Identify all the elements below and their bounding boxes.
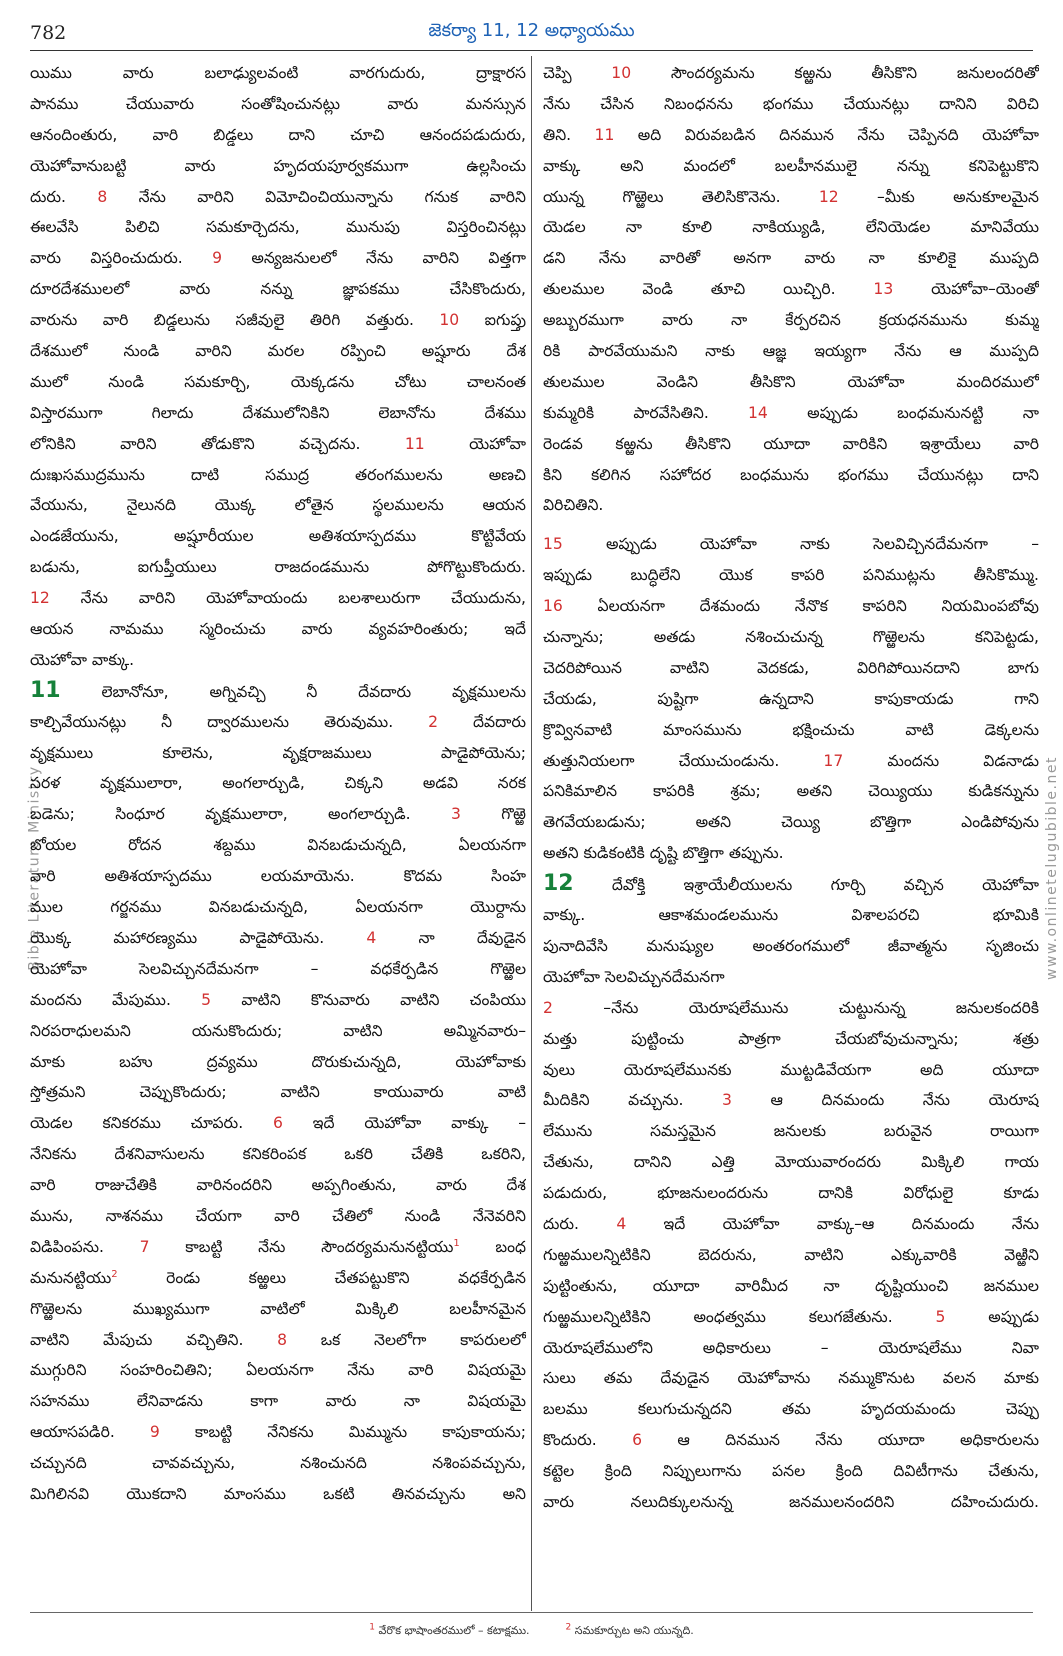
verse-text: లేమును సమస్తమైన జనులకు బరువైన రాయిగా <box>543 1122 1039 1141</box>
verse-text: అప్పుడు <box>945 1307 1039 1326</box>
text-line <box>543 746 1039 777</box>
text-line <box>30 1232 526 1263</box>
text-line <box>30 1417 526 1448</box>
verse-text: –నేను యెరూషలేమును చుట్టునున్న జనులకందరికి <box>552 998 1039 1017</box>
verse-text: చెప్పి <box>543 64 612 82</box>
text-line <box>543 900 1039 931</box>
verse-text: నిరపరాధులమని యనుకొందురు; వాటిని అమ్మినవారు– <box>30 1021 526 1040</box>
text-line <box>543 1116 1039 1147</box>
verse-number: 6 <box>632 1431 642 1450</box>
text-line <box>30 985 526 1016</box>
verse-text: కిని కలిగిన సహోదర బంధమును భంగము చేయునట్లు దాని <box>543 465 1039 484</box>
verse-text: కాబట్టి నేనికను మిమ్మును కాపుకాయను; <box>159 1423 526 1442</box>
verse-text: దేశములో నుండి వారిని మరల రప్పించి అష్షూరు దేశ <box>30 342 526 361</box>
text-line <box>543 58 1039 89</box>
text-line <box>543 776 1039 807</box>
verse-text: విస్తారముగా గిలాదు దేశములోనికిని లెబానోను దేశము <box>30 403 526 422</box>
verse-text: చున్నాను; అతడు నశించుచున్న గొఱ్ఱెలను కనిపెట్టడు, <box>543 628 1039 647</box>
verse-text: తిని. <box>543 125 595 144</box>
verse-text: బంధ <box>459 1237 526 1256</box>
text-line <box>543 1394 1039 1425</box>
verse-text: వులు యెరూషలేమునకు ముట్టడివేయగా అది యూదా <box>543 1060 1039 1079</box>
verse-text: ముగ్గురిని సంహరించితిని; ఏలయనగా నేను వారి విషయమై <box>30 1361 526 1380</box>
verse-number: 11 <box>404 434 425 453</box>
verse-text: –మీకు అనుకూలమైన <box>838 187 1039 206</box>
text-line <box>30 305 526 336</box>
verse-text: సులు తమ దేవుడైన యెహోవాను నమ్ముకొనుట వలన మాకు <box>543 1369 1039 1388</box>
verse-text: ఇదే యెహోవా వాక్కు – <box>282 1114 526 1133</box>
footnote <box>369 1624 529 1637</box>
verse-text: చేతును, దానిని ఎత్తి మోయువారందరు మిక్కిలి గాయ <box>543 1153 1039 1172</box>
verse-text: కుమ్మరికి పారవేసితిని. <box>543 403 749 422</box>
verse-text: పనికిమాలిన కాపరికి శ్రమ; అతని చెయ్యియు కుడికన్నును <box>543 782 1039 801</box>
left-column <box>30 58 526 1510</box>
verse-text: బడెను; సింధూర వృక్షములారా, అంగలార్చుడి. <box>30 805 451 824</box>
text-line <box>543 1333 1039 1364</box>
verse-number: 11 <box>594 125 615 144</box>
verse-number: 17 <box>823 751 844 770</box>
text-line <box>543 336 1039 367</box>
side-watermark-right: www.onlinetelugubible.net <box>1043 756 1060 980</box>
text-line <box>543 1240 1039 1271</box>
text-line <box>543 622 1039 653</box>
verse-text: వాక్కు అని మందలో బలహీనములై నన్ను కనిపెట్టుకొని <box>543 156 1039 175</box>
text-line <box>543 1209 1039 1240</box>
text-line <box>543 429 1039 460</box>
text-line <box>543 1363 1039 1394</box>
verse-number: 4 <box>366 928 377 947</box>
verse-number: 8 <box>97 187 108 206</box>
verse-text: వారును వారి బిడ్డలును సజీవులై తిరిగి వత్తురు. <box>30 311 440 330</box>
text-line <box>30 398 526 429</box>
verse-text: యెహోవా సెలవిచ్చునదేమనగా <box>543 967 725 986</box>
verse-text: మందను మేపుము. <box>30 990 202 1009</box>
text-line <box>543 490 1039 521</box>
page-header: జెకర్యా 11, 12 అధ్యాయము <box>428 20 635 41</box>
text-line <box>30 521 526 552</box>
verse-text: అన్యజనులలో నేను వారిని విత్తగా <box>222 249 526 268</box>
verse-text: వాటిని మేపుచు వచ్చితిని. <box>30 1330 278 1349</box>
verse-text: మాకు బహు ద్రవ్యము దొరుకుచున్నది, యెహోవాకు <box>30 1052 526 1071</box>
footnote-marker: 1 <box>453 1237 460 1249</box>
text-line <box>543 1487 1039 1518</box>
verse-text: వారి అతిశయాస్పదము లయమాయెను. కొదమ సింహ <box>30 867 526 886</box>
text-line <box>30 429 526 460</box>
text-line <box>543 591 1039 622</box>
text-line <box>30 1294 526 1325</box>
text-line <box>543 1178 1039 1209</box>
verse-number: 2 <box>543 998 553 1017</box>
footnote <box>566 1624 694 1637</box>
verse-text: అప్పుడు యెహోవా నాకు సెలవిచ్చినదేమనగా – <box>562 535 1039 554</box>
verse-text: యొక్క మహారణ్యము పాడైపోయెను. <box>30 928 367 947</box>
verse-text: విరిచితిని. <box>543 496 604 515</box>
verse-text: ఈలవేసి పిలిచి సమకూర్చెదను, మునుపు విస్తరించినట్లు <box>30 218 526 237</box>
text-line <box>30 768 526 799</box>
verse-text: తులముల వెండి తూచి యిచ్చిరి. <box>543 280 874 299</box>
text-line <box>30 1047 526 1078</box>
verse-text: యెహోవా వాక్కు. <box>30 650 135 669</box>
verse-text: పడుదురు, భూజనులందరును దానికి విరోధులై కూడు <box>543 1184 1039 1203</box>
text-line <box>543 560 1039 591</box>
verse-number: 10 <box>611 64 632 82</box>
verse-text: రెండు కఱ్ఱలు చేతపట్టుకొని వధకేర్పడిన <box>117 1268 526 1287</box>
verse-text: చెదరిపోయిన వాటిని వెదకడు, విరిగిపోయినదాని బాగు <box>543 658 1039 677</box>
verse-number: 13 <box>873 280 894 299</box>
verse-text: ఆ దినమున నేను యూదా అధికారులను <box>642 1431 1039 1450</box>
verse-text: ఒక నెలలోగా కాపరులలో <box>287 1330 526 1349</box>
verse-text: చేయడు, పుష్టిగా ఉన్నదాని కాపుకాయడు గాని <box>543 689 1039 708</box>
verse-text: పుట్టింతును, యూదా వారిమీద నా దృష్టియుంచి జనముల <box>543 1276 1039 1295</box>
verse-number: 12 <box>30 589 50 608</box>
verse-text: తెగవేయబడును; అతని చెయ్యి బొత్తిగా ఎండిపోవును <box>543 813 1039 832</box>
verse-number: 8 <box>277 1330 288 1349</box>
text-line <box>30 1448 526 1479</box>
verse-number: 2 <box>428 712 439 731</box>
verse-text: స్తోత్రమని చెప్పుకొందురు; వాటిని కాయువారు వాటి <box>30 1083 526 1102</box>
text-line <box>543 1425 1039 1456</box>
verse-text: యిము వారు బలాఢ్యులవంటి వారగుదురు, ద్రాక్షారస <box>30 64 526 82</box>
text-line <box>543 715 1039 746</box>
text-line <box>543 807 1039 838</box>
verse-number: 16 <box>543 597 563 616</box>
verse-text: అప్పుడు బంధమనునట్టి నా <box>767 403 1039 422</box>
verse-text: మిగిలినవి యొకదాని మాంసము ఒకటి తినవచ్చును అని <box>30 1484 526 1503</box>
verse-text: దూరదేశములలో వారు నన్ను జ్ఞాపకము చేసికొందురు, <box>30 280 526 299</box>
verse-text: గుఱ్ఱములన్నిటికిని బెదరును, వాటిని ఎక్కువారికి వెఱ్ఱిని <box>543 1245 1039 1264</box>
verse-text: ఆనందింతురు, వారి బిడ్డలు దాని చూచి ఆనందపడుదురు, <box>30 125 526 144</box>
text-line <box>543 151 1039 182</box>
text-line <box>30 151 526 182</box>
verse-text: దురు. <box>30 187 98 206</box>
text-line <box>30 274 526 305</box>
text-line <box>30 707 526 738</box>
verse-text: కాబట్టి నేను సౌందర్యమనునట్టియు <box>149 1237 454 1256</box>
verse-text: కొందురు. <box>543 1431 633 1450</box>
verse-number: 7 <box>139 1237 150 1256</box>
verse-text: యెహోవానుబట్టి వారు హృదయపూర్వకముగా ఉల్లసించు <box>30 156 526 175</box>
verse-text: నేను వారిని యెహోవాయందు బలశాలురుగా చేయుదును, <box>49 589 526 608</box>
text-line <box>543 1147 1039 1178</box>
verse-text: యెహోవా సెలవిచ్చునదేమనగా – వధకేర్పడిన గొఱ్ఱెల <box>30 959 526 978</box>
footer-rule <box>30 1612 1033 1613</box>
text-line <box>30 1201 526 1232</box>
text-line <box>30 830 526 861</box>
header-rule <box>30 50 1033 51</box>
verse-text: నేను చేసిన నిబంధనను భంగము చేయునట్లు దానిని విరిచి <box>543 94 1039 113</box>
text-line <box>543 367 1039 398</box>
text-line <box>543 305 1039 336</box>
verse-text: గుఱ్ఱములన్నిటికిని అంధత్వము కలుగజేతును. <box>543 1307 936 1326</box>
verse-text: యెడల నా కూలి నాకియ్యుడి, లేనియెడల మానివేయు <box>543 218 1039 237</box>
verse-text: చచ్చునది చావవచ్చును, నశించునది నశింపవచ్చును, <box>30 1454 526 1473</box>
text-line <box>543 212 1039 243</box>
right-column <box>543 58 1039 1518</box>
verse-text: దుఃఖసముద్రమును దాటి సముద్ర తరంగములను అణచి <box>30 465 526 484</box>
text-line <box>30 1479 526 1510</box>
text-line <box>543 243 1039 274</box>
verse-text: ముల గర్జనము వినబడుచున్నది, ఏలయనగా యొర్దాను <box>30 898 526 917</box>
verse-text: వృక్షములు కూలెను, వృక్షరాజములు పాడైపోయెను; <box>30 743 526 762</box>
verse-number: 14 <box>748 403 768 422</box>
text-line <box>30 1263 526 1294</box>
text-line <box>30 614 526 645</box>
text-line <box>543 460 1039 491</box>
verse-text: లోనికిని వారిని తోడుకొని వచ్చెదను. <box>30 434 405 453</box>
verse-text: వాక్కు. ఆకాశమండలమును విశాలపరచి భూమికి <box>543 906 1039 925</box>
text-line <box>30 676 526 707</box>
page-number: 782 <box>30 22 67 44</box>
text-line <box>30 367 526 398</box>
text-line <box>30 89 526 120</box>
text-line <box>30 552 526 583</box>
verse-text: ఆయన నామము స్మరించుచు వారు వ్యవహరింతురు; ఇదే <box>30 620 526 639</box>
verse-text: నా దేవుడైన <box>376 928 526 947</box>
text-line <box>30 212 526 243</box>
text-line <box>30 923 526 954</box>
footnote-marker: 2 <box>111 1268 118 1280</box>
verse-text: ఆ దినమందు నేను యెరూష <box>731 1091 1039 1110</box>
verse-text: దేవోక్తి ఇశ్రాయేలీయులను గూర్చి వచ్చిన యెహోవా <box>573 876 1039 895</box>
text-line <box>30 1139 526 1170</box>
text-line <box>30 460 526 491</box>
verse-number: 15 <box>543 535 563 554</box>
verse-text: ములో నుండి సమకూర్చి, యెక్కడను చోటు చాలనంత <box>30 372 526 391</box>
verse-text: యెరూషలేములోని అధికారులు – యెరూషలేము నివా <box>543 1338 1039 1357</box>
text-line <box>30 861 526 892</box>
text-line <box>543 931 1039 962</box>
verse-text: మనునట్టియు <box>30 1268 112 1287</box>
verse-text: దేవదారు <box>438 712 526 731</box>
footnote-number: 1 <box>369 1622 376 1632</box>
chapter-number: 12 <box>543 871 574 897</box>
verse-text: దురు. <box>543 1214 617 1233</box>
text-line <box>30 1077 526 1108</box>
verse-text: పానము చేయువారు సంతోషించునట్లు వారు మనస్సున <box>30 94 526 113</box>
verse-text: గొఱ్ఱె <box>460 805 526 824</box>
text-line <box>30 58 526 89</box>
verse-text: లెబానోనూ, అగ్నివచ్చి నీ దేవదారు వృక్షములను <box>60 682 526 701</box>
text-line <box>30 243 526 274</box>
text-line <box>30 1386 526 1417</box>
verse-text: బలము కలుగుచున్నదని తమ హృదయమందు చెప్పు <box>543 1400 1039 1419</box>
verse-text: వారి రాజుచేతికి వారినందరిని అప్పగింతును, వారు దేశ <box>30 1176 526 1195</box>
text-line <box>543 182 1039 213</box>
verse-text: విడిపింపను. <box>30 1237 140 1256</box>
text-line <box>543 398 1039 429</box>
verse-text: నేనికను దేశనివాసులను కనికరింపక ఒకరి చేతికి ఒకరిని, <box>30 1145 526 1164</box>
verse-text: పునాదివేసి మనుష్యుల అంతరంగములో జీవాత్మను సృజించు <box>543 936 1039 955</box>
verse-number: 12 <box>818 187 839 206</box>
verse-text: వేయును, నైలునది యొక్క లోతైన స్థలములను ఆయన <box>30 496 526 515</box>
verse-text: సరళ వృక్షములారా, అంగలార్చుడి, చిక్కని అడవి నరక <box>30 774 526 793</box>
verse-text: మీదికిని వచ్చును. <box>543 1091 722 1110</box>
verse-text: కాల్చివేయునట్లు నీ ద్వారములను తెరువుము. <box>30 712 429 731</box>
verse-number: 3 <box>721 1091 732 1110</box>
verse-number: 10 <box>439 311 460 330</box>
verse-text: ఏలయనగా దేశమందు నేనొక కాపరిని నియమింపబోవు <box>562 597 1039 616</box>
text-line <box>30 1108 526 1139</box>
text-line <box>30 182 526 213</box>
text-line <box>30 799 526 830</box>
text-line <box>543 1085 1039 1116</box>
footnote-number: 2 <box>565 1622 572 1632</box>
verse-text: డని నేను వారితో అనగా వారు నా కూలికై ముప్పది <box>543 249 1039 268</box>
verse-text: కట్టెల క్రింది నిప్పులుగాను పనల క్రింది దివిటీగాను చేతును, <box>543 1462 1039 1481</box>
verse-number: 9 <box>149 1423 160 1442</box>
text-line <box>543 529 1039 560</box>
text-line <box>543 274 1039 305</box>
verse-text: వారు నలుదిక్కులనున్న జనములనందరిని దహించుదురు. <box>543 1492 1039 1511</box>
verse-text: వారు విస్తరించుదురు. <box>30 249 213 268</box>
text-line <box>30 738 526 769</box>
verse-number: 4 <box>616 1214 627 1233</box>
text-line <box>30 120 526 151</box>
text-line <box>543 653 1039 684</box>
verse-text: యెహోవా–యెంతో <box>893 280 1039 299</box>
verse-text: యెహోవా <box>424 434 526 453</box>
text-line <box>543 89 1039 120</box>
verse-text: క్రొవ్వినవాటి మాంసమును భక్షించుచు వాటి డెక్కలను <box>543 720 1039 739</box>
text-line <box>30 583 526 614</box>
text-line <box>30 645 526 676</box>
text-line <box>543 120 1039 151</box>
text-line <box>30 954 526 985</box>
verse-text: యున్న గొఱ్ఱెలు తెలిసికొనెను. <box>543 187 819 206</box>
text-line <box>30 1170 526 1201</box>
text-line <box>30 490 526 521</box>
text-line <box>543 869 1039 900</box>
verse-text: తులముల వెండిని తీసికొని యెహోవా మందిరములో <box>543 372 1039 391</box>
text-line <box>30 1016 526 1047</box>
verse-text: సౌందర్యమను కఱ్ఱను తీసికొని జనులందరితో <box>631 64 1039 82</box>
text-line <box>543 993 1039 1024</box>
side-watermark-left: Bible Literature Ministry <box>26 765 43 971</box>
verse-number: 5 <box>935 1307 946 1326</box>
verse-text: మందను విడనాడు <box>843 751 1039 770</box>
column-divider <box>531 56 532 1611</box>
footnotes <box>0 1622 1063 1640</box>
verse-text: ఎండజేయును, అష్షూరీయుల అతిశయాస్పదము కొట్టివేయ <box>30 527 526 546</box>
verse-text: తుత్తునియలగా చేయుచుండును. <box>543 751 824 770</box>
verse-text: వాటిని కొనువారు వాటిని చంపియు <box>211 990 526 1009</box>
text-line <box>543 1271 1039 1302</box>
text-line <box>30 1355 526 1386</box>
verse-text: సహనము లేనివాడను కాగా వారు నా విషయమై <box>30 1392 526 1411</box>
verse-number: 9 <box>212 249 223 268</box>
text-line <box>30 892 526 923</box>
verse-number: 5 <box>201 990 212 1009</box>
verse-number: 6 <box>272 1114 283 1133</box>
verse-text: ఆయాసపడిరి. <box>30 1423 150 1442</box>
text-line <box>543 1024 1039 1055</box>
text-line <box>543 838 1039 869</box>
verse-text: యెడల కనికరము చూపరు. <box>30 1114 273 1133</box>
verse-text: అతని కుడికంటికి దృష్టి బొత్తిగా తప్పును. <box>543 844 784 863</box>
text-line <box>543 1302 1039 1333</box>
verse-text: రికి పారవేయుమని నాకు ఆజ్ఞ ఇయ్యగా నేను ఆ ముప్పది <box>543 342 1039 361</box>
chapter-number: 11 <box>30 677 61 703</box>
verse-text: మును, నాశనము చేయగా వారి చేతిలో నుండి నేనెవరిని <box>30 1206 526 1225</box>
text-line <box>543 1456 1039 1487</box>
verse-text: బోయల రోదన శబ్దము వినబడుచున్నది, ఏలయనగా <box>30 836 526 855</box>
verse-text: ఇప్పుడు బుద్ధిలేని యొక కాపరి పనిముట్లను తీసికొమ్ము. <box>543 566 1039 585</box>
footnote-text: వేరొక భాషాంతరములో – కటాక్షము. <box>375 1623 530 1637</box>
text-line <box>543 1055 1039 1086</box>
footnote-text: సమకూర్చుట అని యున్నది. <box>571 1623 694 1637</box>
verse-text: బడును, ఐగుప్తీయులు రాజదండమును పోగొట్టుకొందురు. <box>30 558 526 577</box>
text-line <box>30 336 526 367</box>
verse-text: అది విరువబడిన దినమున నేను చెప్పినది యెహోవా <box>614 125 1039 144</box>
text-line <box>30 1325 526 1356</box>
text-line <box>543 962 1039 993</box>
verse-text: రెండవ కఱ్ఱను తీసికొని యూదా వారికిని ఇశ్రాయేలు వారి <box>543 434 1039 453</box>
verse-text: ఇదే యెహోవా వాక్కు–ఆ దినమందు నేను <box>626 1214 1039 1233</box>
verse-text: అబ్బురముగా వారు నా కేర్పరచిన క్రయధనమును కుమ్మ <box>543 311 1039 330</box>
text-line <box>543 684 1039 715</box>
verse-text: నేను వారిని విమోచించియున్నాను గనుక వారిని <box>107 187 526 206</box>
verse-text: ఐగుప్తు <box>459 311 526 330</box>
verse-text: మత్తు పుట్టించు పాత్రగా చేయబోవుచున్నాను; శత్రు <box>543 1029 1039 1048</box>
verse-number: 3 <box>451 805 461 824</box>
verse-text: గొఱ్ఱెలను ముఖ్యముగా వాటిలో మిక్కిలి బలహీనమైన <box>30 1299 526 1318</box>
